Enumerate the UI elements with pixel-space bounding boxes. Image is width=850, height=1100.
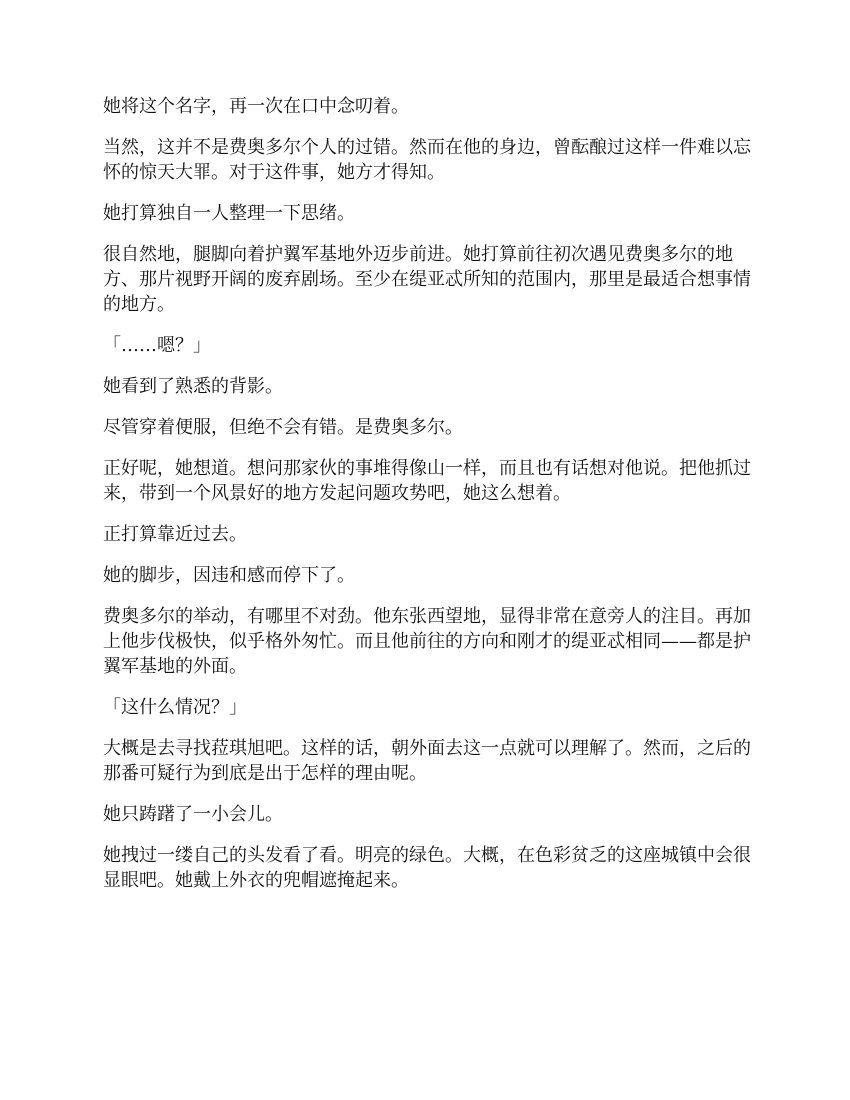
paragraph: 她拽过一缕自己的头发看了看。明亮的绿色。大概，在色彩贫乏的这座城镇中会很显眼吧。她戴上外衣的兜帽遮掩起来。: [103, 845, 751, 891]
paragraph: 她只踌躇了一小会儿。: [103, 804, 283, 825]
paragraph: 她打算独自一人整理一下思绪。: [103, 203, 355, 224]
paragraph: 正好呢，她想道。想问那家伙的事堆得像山一样，而且也有话想对他说。把他抓过来，带到一个风景好的地方发起问题攻势吧，她这么想着。: [103, 458, 751, 504]
dialogue-line: 「……嗯？」: [103, 335, 211, 356]
dialogue-line: 「这什么情况？」: [103, 697, 247, 718]
paragraph: 她看到了熟悉的背影。: [103, 376, 283, 397]
paragraph: 尽管穿着便服，但绝不会有错。是费奥多尔。: [103, 417, 463, 438]
paragraph: 大概是去寻找菈琪旭吧。这样的话，朝外面去这一点就可以理解了。然而，之后的那番可疑行为到底是出于怎样的理由呢。: [103, 738, 751, 784]
paragraph: 费奥多尔的举动，有哪里不对劲。他东张西望地，显得非常在意旁人的注目。再加上他步伐极快，似乎格外匆忙。而且他前往的方向和刚才的缇亚忒相同——都是护翼军基地的外面。: [103, 606, 751, 677]
paragraph: 正打算靠近过去。: [103, 524, 247, 545]
paragraph: 她的脚步，因违和感而停下了。: [103, 565, 355, 586]
paragraph: 很自然地，腿脚向着护翼军基地外迈步前进。她打算前往初次遇见费奥多尔的地方、那片视野开阔的废弃剧场。至少在缇亚忒所知的范围内，那里是最适合想事情的地方。: [103, 244, 751, 315]
paragraph: 当然，这并不是费奥多尔个人的过错。然而在他的身边，曾酝酿过这样一件难以忘怀的惊天大罪。对于这件事，她方才得知。: [103, 137, 751, 183]
document-body: [103, 94, 753, 909]
paragraph: 她将这个名字，再一次在口中念叨着。: [103, 96, 409, 117]
